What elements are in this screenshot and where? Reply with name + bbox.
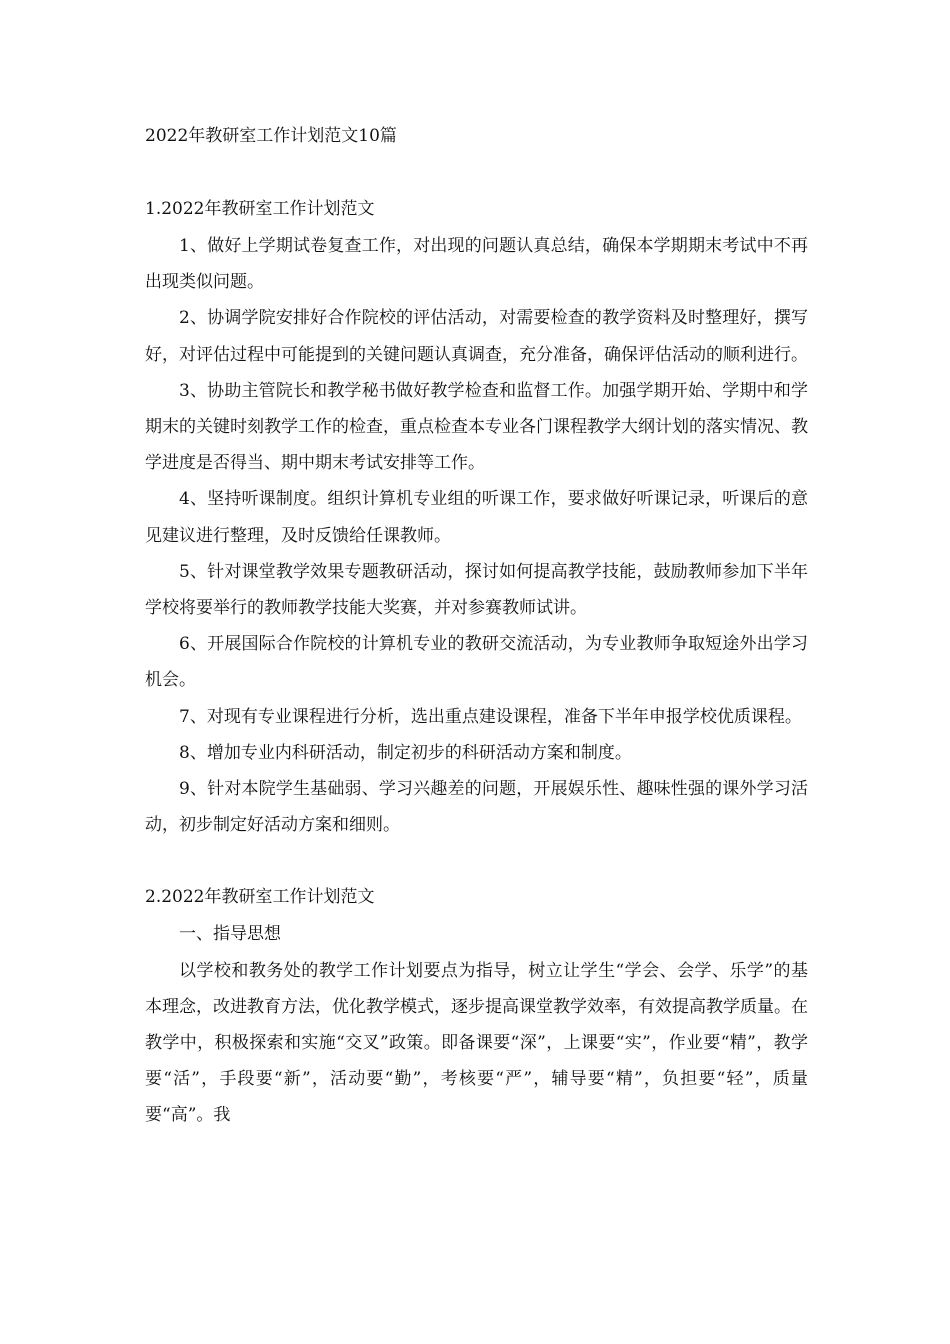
paragraph-item-4: 4、坚持听课制度。组织计算机专业组的听课工作，要求做好听课记录，听课后的意见建议进行整理，及时反馈给任课教师。 bbox=[145, 489, 808, 546]
paragraph-item-9: 9、针对本院学生基础弱、学习兴趣差的问题，开展娱乐性、趣味性强的课外学习活动，初步制定好活动方案和细则。 bbox=[145, 779, 808, 836]
paragraph-item-3: 3、协助主管院长和教学秘书做好教学检查和监督工作。加强学期开始、学期中和学期末的关键时刻教学工作的检查，重点检查本专业各门课程教学大纲计划的落实情况、教学进度是否得当、期中期末考试安排等工作。 bbox=[145, 380, 808, 474]
paragraph-item-2: 2、协调学院安排好合作院校的评估活动，对需要检查的教学资料及时整理好，撰写好，对评估过程中可能提到的关键问题认真调查，充分准备，确保评估活动的顺利进行。 bbox=[145, 308, 808, 365]
section-heading: 2.2022年教研室工作计划范文 bbox=[145, 887, 375, 908]
paragraph-item-7: 7、对现有专业课程进行分析，选出重点建设课程，准备下半年申报学校优质课程。 bbox=[179, 706, 802, 727]
paragraph-guiding-thought: 以学校和教务处的教学工作计划要点为指导，树立让学生“学会、会学、乐学”的基本理念，改进教育方法，优化教学模式，逐步提高课堂教学效率，有效提高教学质量。在教学中，积极探索和实施“交叉”政策。即备课要“深”，上课要“实”，作业要“精”，教学要“活”，手段要“新”，活动要“勤”，考核要“严”，辅导要“精”，负担要“轻”，质量要“高”。我 bbox=[145, 960, 808, 1126]
section-heading: 1.2022年教研室工作计划范文 bbox=[145, 199, 375, 219]
document-title: 2022年教研室工作计划范文10篇 bbox=[145, 126, 397, 146]
paragraph-item-8: 8、增加专业内科研活动，制定初步的科研活动方案和制度。 bbox=[179, 742, 632, 763]
paragraph-item-1: 1、做好上学期试卷复查工作，对出现的问题认真总结，确保本学期期末考试中不再出现类似问题。 bbox=[145, 236, 808, 293]
section-subheading: 一、指导思想 bbox=[179, 924, 281, 945]
document-body bbox=[145, 118, 808, 1134]
paragraph-item-6: 6、开展国际合作院校的计算机专业的教研交流活动，为专业教师争取短途外出学习机会。 bbox=[145, 634, 808, 691]
paragraph-item-5: 5、针对课堂教学效果专题教研活动，探讨如何提高教学技能，鼓励教师参加下半年学校将要举行的教师教学技能大奖赛，并对参赛教师试讲。 bbox=[145, 561, 808, 619]
